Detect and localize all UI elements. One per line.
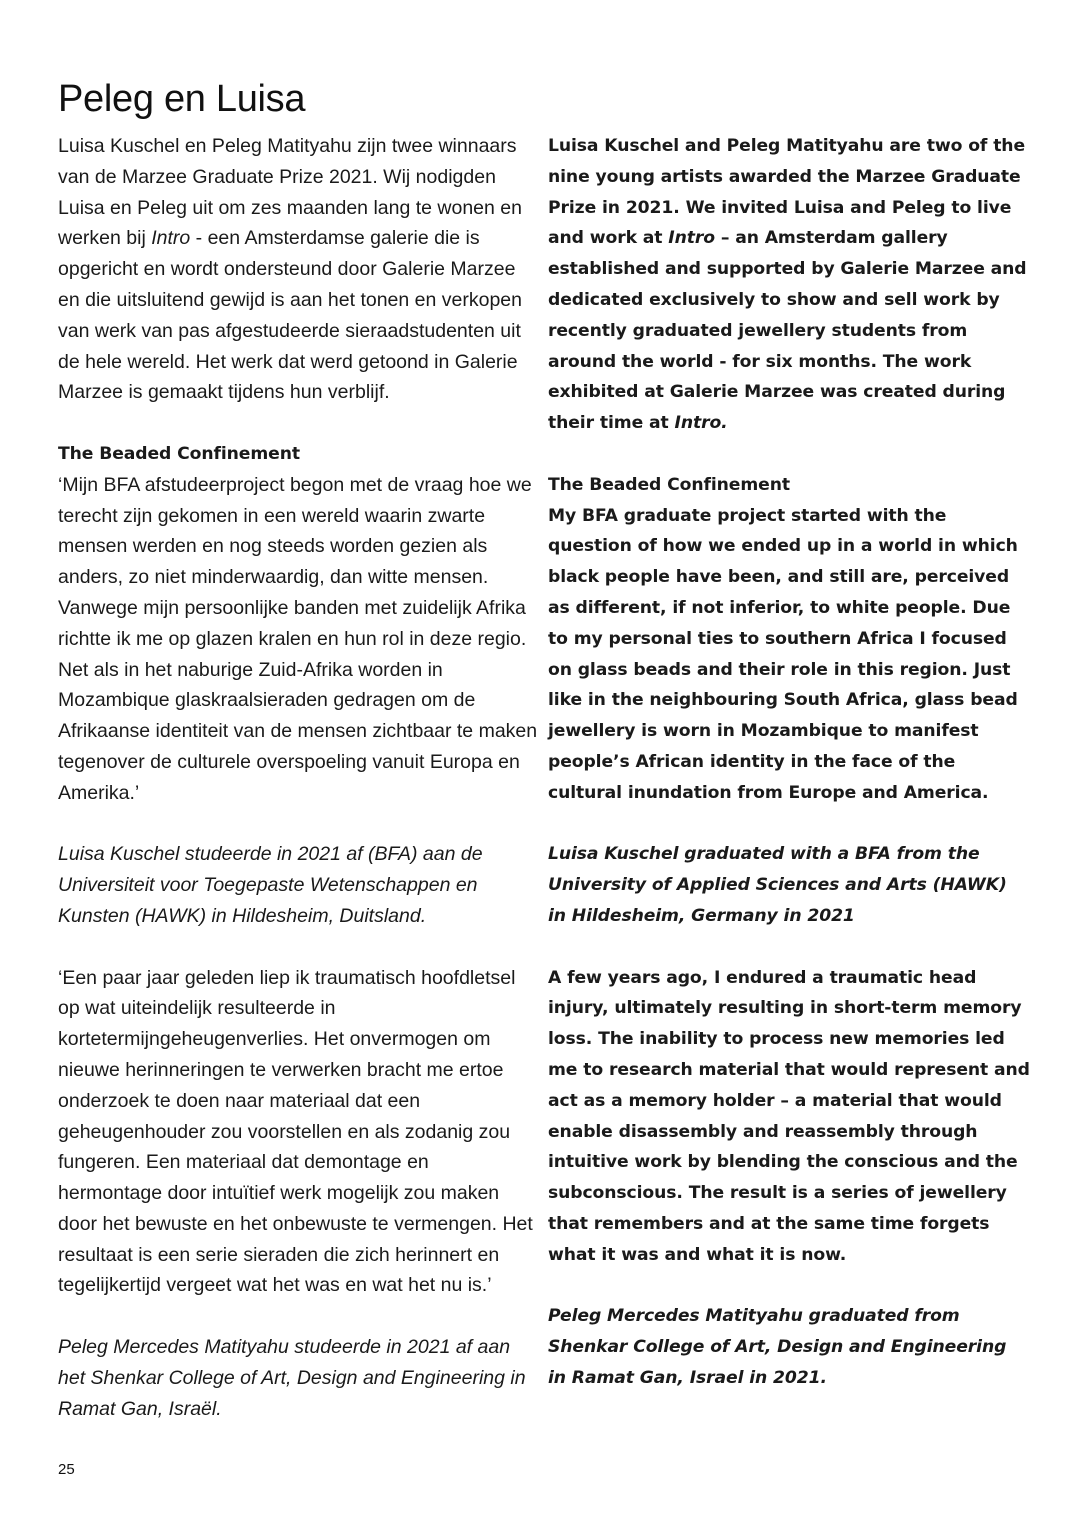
english-luisa-statement bbox=[548, 470, 1030, 809]
english-column bbox=[548, 131, 1030, 1424]
english-intro-paragraph bbox=[548, 131, 1030, 439]
page-number: 25 bbox=[58, 1461, 75, 1478]
english-intro-text-2: – an Amsterdam gallery established and supported by Galerie Marzee and dedicated exclusively to show and sell work by recently graduated jewellery students from around the world - for six months. The work exhibited at Galerie Marzee was created during their time at bbox=[548, 228, 1027, 434]
english-section-heading: The Beaded Confinement bbox=[548, 474, 790, 495]
dutch-luisa-bio: Luisa Kuschel studeerde in 2021 af (BFA) aan de Universiteit voor Toegepaste Wetenschappen en Kunsten (HAWK) in Hildesheim, Duitsland. bbox=[58, 843, 483, 927]
english-peleg-quote: A few years ago, I endured a traumatic head injury, ultimately resulting in short-term memory loss. The inability to process new memories led me to research material that would represent and act as a memory holder – a material that would enable disassembly and reassembly through intuitive work by blending the conscious and the subconscious. The result is a series of jewellery that remembers and at the same time forgets what it was and what it is now. bbox=[548, 967, 1030, 1265]
english-peleg-bio: Peleg Mercedes Matityahu graduated from Shenkar College of Art, Design and Engineering in Ramat Gan, Israel in 2021. bbox=[548, 1306, 1007, 1388]
english-intro-gallery-name-2: Intro. bbox=[674, 413, 728, 434]
dutch-intro-text-1: Luisa Kuschel en Peleg Matityahu zijn twee winnaars van de Marzee Graduate Prize 2021. Wij nodigden Luisa en Peleg uit om zes maanden lang te wonen en werken bij bbox=[58, 135, 522, 250]
english-luisa-bio: Luisa Kuschel graduated with a BFA from the University of Applied Sciences and Arts (HAWK) in Hildesheim, Germany in 2021 bbox=[548, 844, 1007, 926]
dutch-intro-gallery-name: Intro bbox=[151, 227, 191, 250]
dutch-peleg-quote: ‘Een paar jaar geleden liep ik traumatisch hoofdletsel op wat uiteindelijk resulteerde in kortetermijngeheugenverlies. Het onvermogen om nieuwe herinneringen te verwerken bracht me ertoe onderzoek te doen naar materiaal dat een geheugenhouder zou voorstellen en als zodanig zou fungeren. Een materiaal dat demontage en hermontage door intuïtief werk mogelijk zou maken door het bewuste en het onbewuste te vermengen. Het resultaat is een serie sieraden die zich herinnert en tegelijkertijd vergeet wat het was en wat het nu is.’ bbox=[58, 966, 533, 1297]
english-intro-text-1: Luisa Kuschel and Peleg Matityahu are two of the nine young artists awarded the Marzee Graduate Prize in 2021. We invited Luisa and Peleg to live and work at bbox=[548, 136, 1026, 249]
page-title: Peleg en Luisa bbox=[58, 78, 306, 121]
dutch-peleg-bio: Peleg Mercedes Matityahu studeerde in 2021 af aan het Shenkar College of Art, Design and Engineering in Ramat Gan, Israël. bbox=[58, 1336, 526, 1420]
dutch-luisa-quote: ‘Mijn BFA afstudeerproject begon met de vraag hoe we terecht zijn gekomen in een wereld waarin zwarte mensen werden en nog steeds worden gezien als anders, zo niet minderwaardig, dan witte mensen. Vanwege mijn persoonlijke banden met zuidelijk Afrika richtte ik me op glazen kralen en hun rol in deze regio. Net als in het naburige Zuid-Afrika worden in Mozambique glaskraalsieraden gedragen om de Afrikaanse identiteit van de mensen zichtbaar te maken tegenover de culturele overspoeling vanuit Europa en Amerika.’ bbox=[58, 473, 538, 804]
dutch-luisa-statement bbox=[58, 439, 538, 809]
english-intro-gallery-name: Intro bbox=[668, 228, 715, 249]
dutch-intro-paragraph bbox=[58, 131, 538, 408]
dutch-section-heading: The Beaded Confinement bbox=[58, 443, 300, 464]
dutch-intro-text-2: - een Amsterdamse galerie die is opgericht en wordt ondersteund door Galerie Marzee en die uitsluitend gewijd is aan het tonen en verkopen van werk van pas afgestudeerde sieraadstudenten uit de hele wereld. Het werk dat werd getoond in Galerie Marzee is gemaakt tijdens hun verblijf. bbox=[58, 227, 522, 404]
english-luisa-quote: My BFA graduate project started with the question of how we ended up in a world in which black people have been, and still are, perceived as different, if not inferior, to white people. Due to my personal ties to southern Africa I focused on glass beads and their role in this region. Just like in the neighbouring South Africa, glass bead jewellery is worn in Mozambique to manifest people’s African identity in the face of the cultural inundation from Europe and America. bbox=[548, 505, 1018, 803]
dutch-column bbox=[58, 131, 538, 1455]
